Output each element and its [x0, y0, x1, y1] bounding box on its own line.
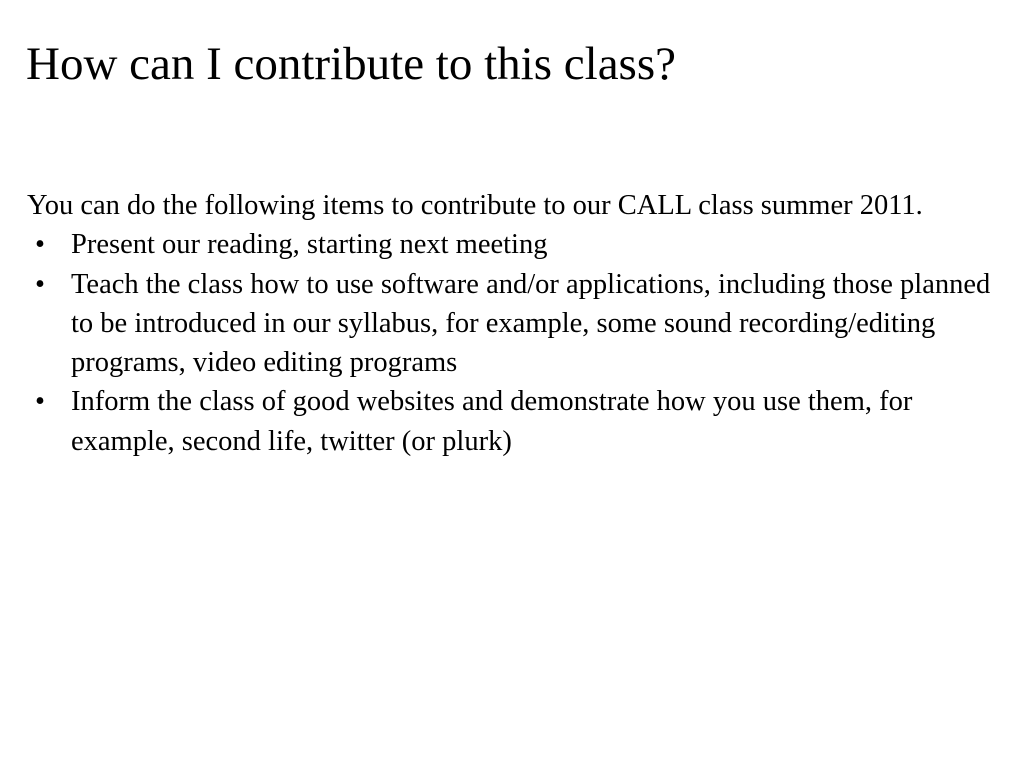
bullet-item [27, 265, 1002, 383]
bullet-item [27, 382, 1002, 461]
bullet-item [27, 225, 1002, 264]
bullet-icon: • [35, 386, 45, 418]
bullet-icon: • [35, 229, 45, 261]
slide-body [27, 186, 1002, 461]
bullet-text: Present our reading, starting next meeting [71, 229, 548, 261]
bullet-list [27, 225, 1002, 461]
slide-title: How can I contribute to this class? [26, 38, 676, 90]
bullet-text: Teach the class how to use software and/or applications, including those planned to be introduced in our syllabus, for example, some sound recording/editing programs, video editing programs [71, 268, 991, 379]
bullet-icon: • [35, 268, 45, 300]
bullet-text: Inform the class of good websites and demonstrate how you use them, for example, second life, twitter (or plurk) [71, 386, 913, 457]
intro-paragraph: You can do the following items to contribute to our CALL class summer 2011. [27, 190, 923, 221]
